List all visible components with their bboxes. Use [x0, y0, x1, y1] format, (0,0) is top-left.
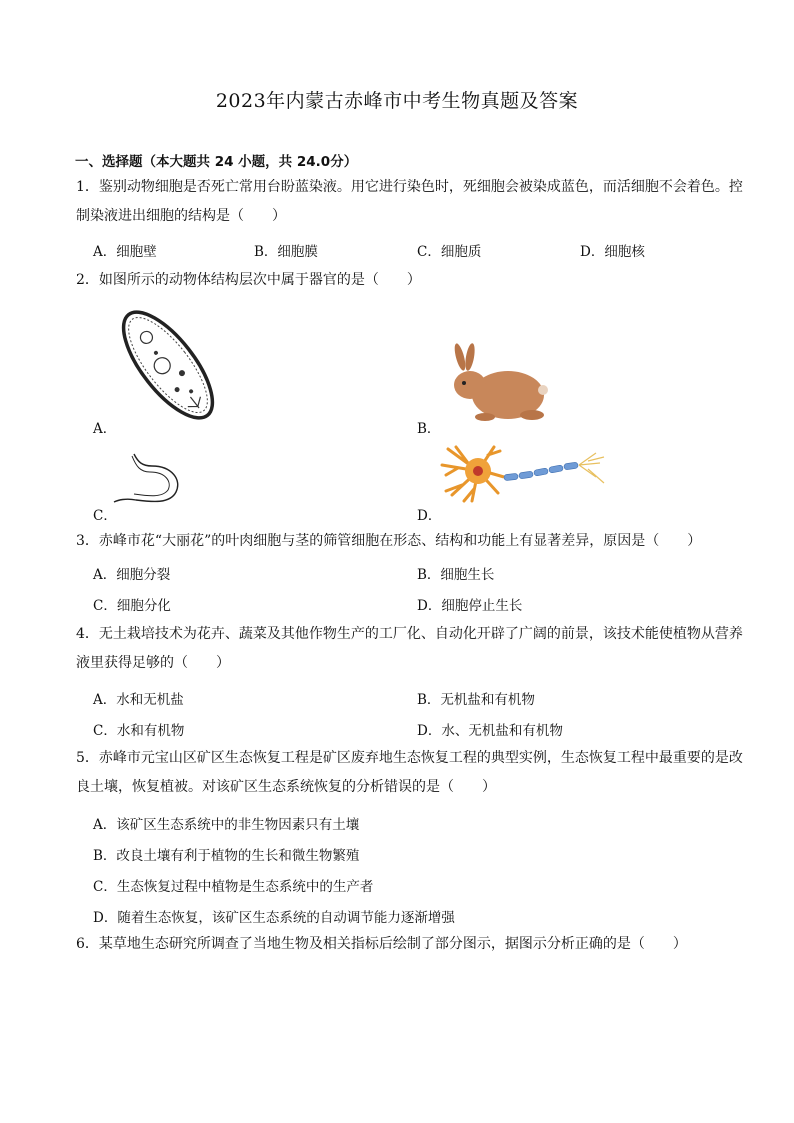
question-1-option-a[interactable]: A．细胞壁 [93, 244, 157, 260]
question-3-option-a[interactable]: A．细胞分裂 [93, 567, 171, 583]
stomach-image [112, 452, 187, 507]
question-5-option-d[interactable]: D．随着生态恢复，该矿区生态系统的自动调节能力逐渐增强 [93, 910, 455, 926]
question-1-line-1: 1．鉴别动物细胞是否死亡常用台盼蓝染液。用它进行染色时，死细胞会被染成蓝色，而活细胞不会着色。控 [76, 179, 743, 195]
question-1-option-d[interactable]: D．细胞核 [580, 244, 645, 260]
question-5-line-2: 良土壤，恢复植被。对该矿区生态系统恢复的分析错误的是（ ） [76, 779, 496, 795]
question-4-option-c[interactable]: C．水和有机物 [93, 723, 185, 739]
question-2-option-c[interactable]: C． [93, 508, 117, 524]
question-4-line-1: 4．无土栽培技术为花卉、蔬菜及其他作物生产的工厂化、自动化开辟了广阔的前景，该技术能使植物从营养 [76, 626, 743, 642]
question-4-option-b[interactable]: B．无机盐和有机物 [417, 692, 535, 708]
section-heading: 一、选择题（本大题共 24 小题，共 24.0分） [75, 154, 358, 170]
question-5-option-b[interactable]: B．改良土壤有利于植物的生长和微生物繁殖 [93, 848, 360, 864]
question-5-line-1: 5．赤峰市元宝山区矿区生态恢复工程是矿区废弃地生态恢复工程的典型实例，生态恢复工程中最重要的是改 [76, 750, 743, 766]
question-3-option-b[interactable]: B．细胞生长 [417, 567, 495, 583]
question-6-line-1: 6．某草地生态研究所调查了当地生物及相关指标后绘制了部分图示，据图示分析正确的是（ ） [76, 936, 687, 952]
rabbit-image [440, 345, 550, 425]
neuron-image [438, 443, 608, 505]
question-2-option-a[interactable]: A． [93, 421, 117, 437]
question-4-line-2: 液里获得足够的（ ） [76, 655, 230, 671]
question-1-option-c[interactable]: C．细胞质 [417, 244, 482, 260]
question-2-option-d[interactable]: D． [417, 508, 442, 524]
page-title: 2023年内蒙古赤峰市中考生物真题及答案 [215, 90, 579, 112]
question-5-option-c[interactable]: C．生态恢复过程中植物是生态系统中的生产者 [93, 879, 374, 895]
question-5-option-a[interactable]: A．该矿区生态系统中的非生物因素只有土壤 [93, 817, 360, 833]
paramecium-image [108, 300, 228, 430]
question-4-option-a[interactable]: A．水和无机盐 [93, 692, 184, 708]
question-2-option-b[interactable]: B． [417, 421, 441, 437]
question-3-option-d[interactable]: D．细胞停止生长 [417, 598, 523, 614]
question-1-option-b[interactable]: B．细胞膜 [254, 244, 318, 260]
question-2-line-1: 2．如图所示的动物体结构层次中属于器官的是（ ） [76, 272, 421, 288]
question-3-line-1: 3．赤峰市花“大丽花”的叶肉细胞与茎的筛管细胞在形态、结构和功能上有显著差异，原因是（ ） [76, 533, 702, 549]
question-3-option-c[interactable]: C．细胞分化 [93, 598, 171, 614]
question-1-line-2: 制染液进出细胞的结构是（ ） [76, 208, 286, 224]
question-4-option-d[interactable]: D．水、无机盐和有机物 [417, 723, 563, 739]
